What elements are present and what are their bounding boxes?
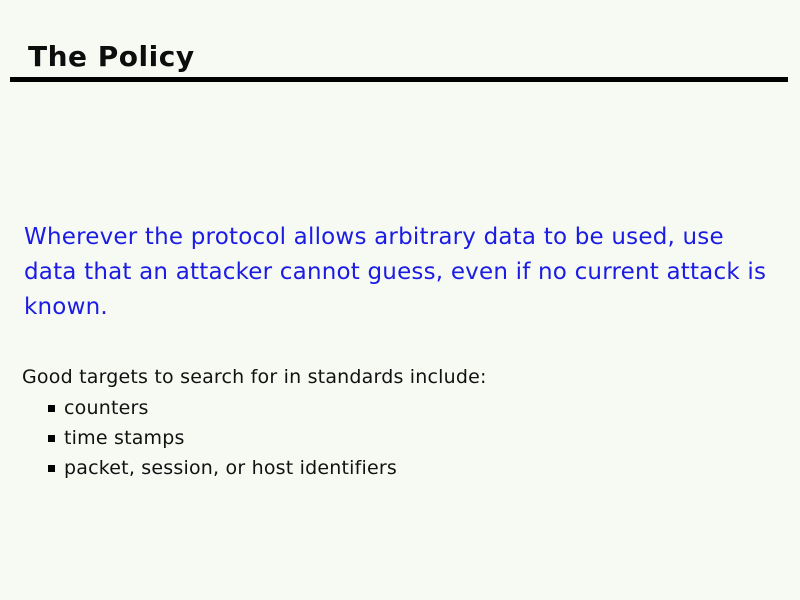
list-item	[48, 423, 397, 453]
square-bullet-icon	[48, 435, 55, 442]
square-bullet-icon	[48, 465, 55, 472]
list-item	[48, 453, 397, 483]
bullet-label: counters	[64, 397, 149, 419]
policy-statement: Wherever the protocol allows arbitrary data to be used, use data that an attacker cannot guess, even if no current attack is known.	[24, 224, 767, 320]
slide-title: The Policy	[28, 40, 195, 73]
title-rule-divider	[10, 77, 788, 82]
targets-bullet-list	[48, 393, 397, 483]
list-item	[48, 393, 397, 423]
bullet-label: time stamps	[64, 427, 185, 449]
targets-intro: Good targets to search for in standards include:	[22, 366, 487, 388]
bullet-label: packet, session, or host identifiers	[64, 457, 398, 479]
square-bullet-icon	[48, 405, 55, 412]
